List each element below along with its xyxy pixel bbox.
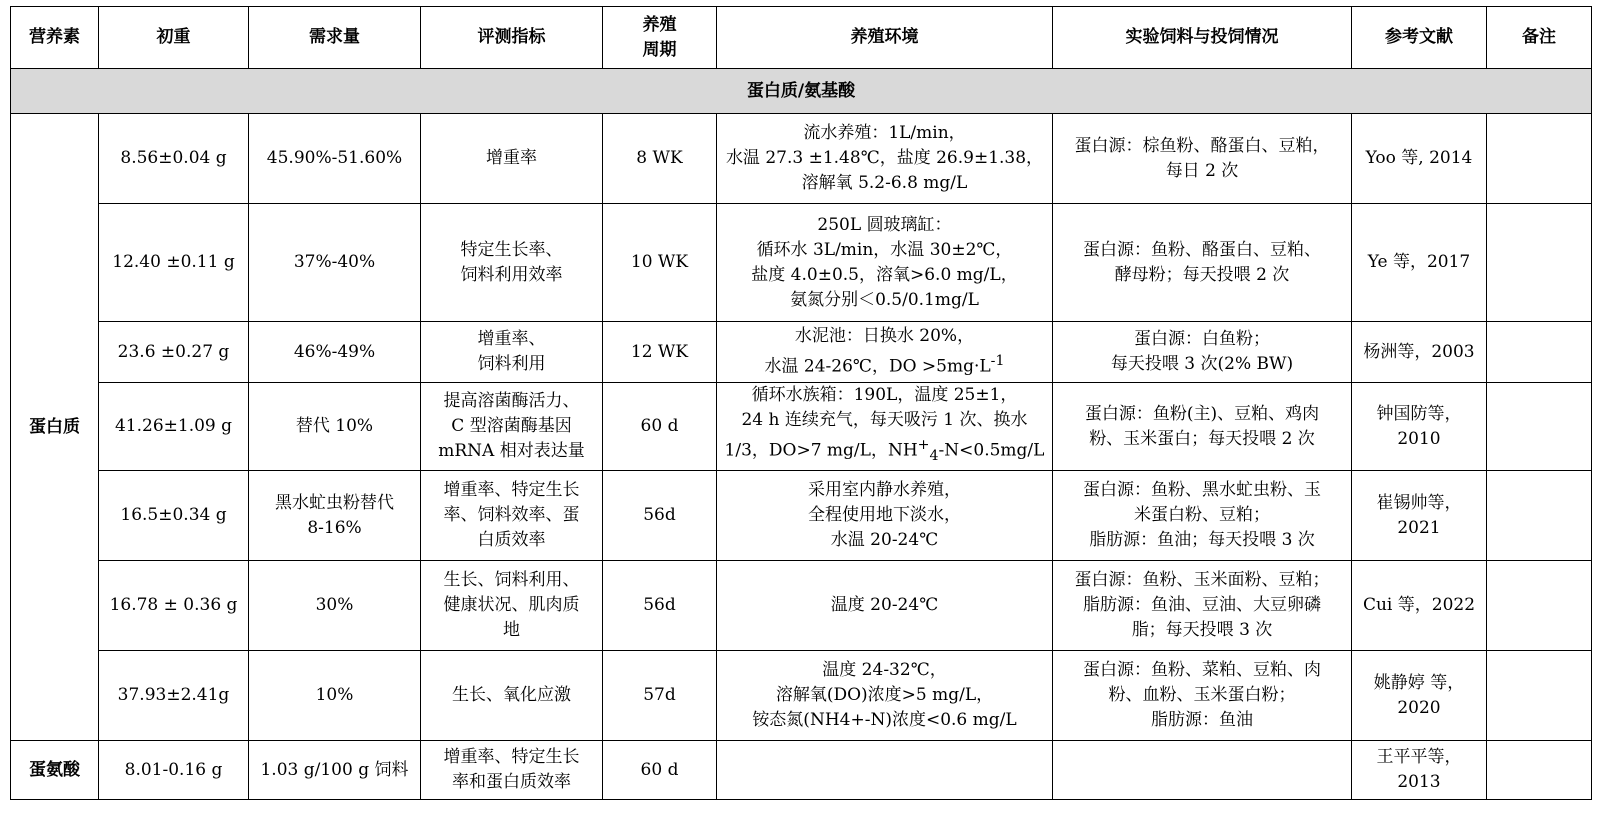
period-cell: 12 WK — [603, 322, 717, 383]
feed-cell: 蛋白源：鱼粉、玉米面粉、豆粕； 脂肪源：鱼油、豆油、大豆卵磷 脂；每天投喂 3 次 — [1053, 561, 1352, 651]
header-row — [11, 7, 1592, 69]
reference-cell: Yoo 等, 2014 — [1352, 114, 1487, 204]
notes-cell — [1487, 322, 1592, 383]
header-feed: 实验饲料与投饲情况 — [1053, 7, 1352, 69]
weight-cell: 37.93±2.41g — [99, 651, 249, 741]
requirement-cell: 10% — [249, 651, 421, 741]
period-cell: 57d — [603, 651, 717, 741]
environment-cell: 水泥池：日换水 20%， 水温 24-26℃，DO $>5mg\cdot L^{-1}$ — [717, 322, 1053, 383]
requirement-cell: 30% — [249, 561, 421, 651]
requirement-cell: 替代 10% — [249, 383, 421, 471]
environment-cell — [717, 741, 1053, 800]
table-row — [11, 322, 1592, 383]
metrics-cell: 增重率、 饲料利用 — [421, 322, 603, 383]
notes-cell — [1487, 651, 1592, 741]
header-environment: 养殖环境 — [717, 7, 1053, 69]
reference-cell: 杨洲等，2003 — [1352, 322, 1487, 383]
header-initial-weight: 初重 — [99, 7, 249, 69]
reference-cell: 钟国防等， 2010 — [1352, 383, 1487, 471]
section-title: 蛋白质/氨基酸 — [11, 69, 1592, 114]
weight-cell: 23.6 ±0.27 g — [99, 322, 249, 383]
metrics-cell: 增重率、特定生长 率和蛋白质效率 — [421, 741, 603, 800]
notes-cell — [1487, 204, 1592, 322]
environment-cell: 温度 20-24℃ — [717, 561, 1053, 651]
header-nutrient: 营养素 — [11, 7, 99, 69]
environment-cell: 采用室内静水养殖， 全程使用地下淡水， 水温 20-24℃ — [717, 471, 1053, 561]
environment-cell: 循环水族箱：190L，温度 25±1， 24 h 连续充气，每天吸污 1 次、换水 1/3，DO>7 mg/L，$NH^+_4-N<0.5mg/L$ — [717, 383, 1053, 471]
nutrient-cell: 蛋白质 — [11, 114, 99, 741]
notes-cell — [1487, 471, 1592, 561]
notes-cell — [1487, 561, 1592, 651]
environment-cell: 温度 24-32℃， 溶解氧(DO)浓度>5 mg/L， 铵态氮(NH4+-N)浓度<0.6 mg/L — [717, 651, 1053, 741]
notes-cell — [1487, 383, 1592, 471]
header-notes: 备注 — [1487, 7, 1592, 69]
requirement-cell: 45.90%-51.60% — [249, 114, 421, 204]
feed-cell: 蛋白源：鱼粉、黑水虻虫粉、玉 米蛋白粉、豆粕； 脂肪源：鱼油；每天投喂 3 次 — [1053, 471, 1352, 561]
metrics-cell: 生长、饲料利用、 健康状况、肌肉质 地 — [421, 561, 603, 651]
notes-cell — [1487, 114, 1592, 204]
header-reference: 参考文献 — [1352, 7, 1487, 69]
metrics-cell: 增重率、特定生长 率、饲料效率、蛋 白质效率 — [421, 471, 603, 561]
table-row — [11, 114, 1592, 204]
period-cell: 60 d — [603, 383, 717, 471]
metrics-cell: 提高溶菌酶活力、 C 型溶菌酶基因 mRNA 相对表达量 — [421, 383, 603, 471]
weight-cell: 41.26±1.09 g — [99, 383, 249, 471]
table-row — [11, 651, 1592, 741]
reference-cell: 王平平等， 2013 — [1352, 741, 1487, 800]
table-row — [11, 383, 1592, 471]
reference-cell: 姚静婷 等， 2020 — [1352, 651, 1487, 741]
table-row — [11, 471, 1592, 561]
feed-cell: 蛋白源：鱼粉、菜粕、豆粕、肉 粉、血粉、玉米蛋白粉； 脂肪源：鱼油 — [1053, 651, 1352, 741]
feed-cell: 蛋白源：白鱼粉； 每天投喂 3 次(2% BW) — [1053, 322, 1352, 383]
period-cell: 56d — [603, 561, 717, 651]
requirement-cell: 46%-49% — [249, 322, 421, 383]
feed-cell: 蛋白源：鱼粉(主)、豆粕、鸡肉 粉、玉米蛋白；每天投喂 2 次 — [1053, 383, 1352, 471]
nutrient-requirement-table — [10, 6, 1592, 800]
weight-cell: 8.01-0.16 g — [99, 741, 249, 800]
metrics-cell: 生长、氧化应激 — [421, 651, 603, 741]
header-requirement: 需求量 — [249, 7, 421, 69]
requirement-cell: 37%-40% — [249, 204, 421, 322]
period-cell: 56d — [603, 471, 717, 561]
feed-cell: 蛋白源：棕鱼粉、酪蛋白、豆粕， 每日 2 次 — [1053, 114, 1352, 204]
reference-cell: Cui 等，2022 — [1352, 561, 1487, 651]
weight-cell: 16.5±0.34 g — [99, 471, 249, 561]
weight-cell: 8.56±0.04 g — [99, 114, 249, 204]
weight-cell: 12.40 ±0.11 g — [99, 204, 249, 322]
reference-cell: 崔锡帅等， 2021 — [1352, 471, 1487, 561]
section-row — [11, 69, 1592, 114]
period-cell: 8 WK — [603, 114, 717, 204]
notes-cell — [1487, 741, 1592, 800]
table-row — [11, 204, 1592, 322]
feed-cell — [1053, 741, 1352, 800]
reference-cell: Ye 等，2017 — [1352, 204, 1487, 322]
period-cell: 60 d — [603, 741, 717, 800]
table-row — [11, 561, 1592, 651]
feed-cell: 蛋白源：鱼粉、酪蛋白、豆粕、 酵母粉；每天投喂 2 次 — [1053, 204, 1352, 322]
period-cell: 10 WK — [603, 204, 717, 322]
header-culture-period: 养殖 周期 — [603, 7, 717, 69]
metrics-cell: 特定生长率、 饲料利用效率 — [421, 204, 603, 322]
nutrient-cell: 蛋氨酸 — [11, 741, 99, 800]
weight-cell: 16.78 ± 0.36 g — [99, 561, 249, 651]
requirement-cell: 黑水虻虫粉替代 8-16% — [249, 471, 421, 561]
environment-cell: 流水养殖：1L/min， 水温 27.3 ±1.48℃，盐度 26.9±1.38， 溶解氧 5.2-6.8 mg/L — [717, 114, 1053, 204]
environment-cell: 250L 圆玻璃缸： 循环水 3L/min，水温 30±2℃， 盐度 4.0±0.5，溶氧>6.0 mg/L， 氨氮分别＜0.5/0.1mg/L — [717, 204, 1053, 322]
requirement-cell: 1.03 g/100 g 饲料 — [249, 741, 421, 800]
header-metrics: 评测指标 — [421, 7, 603, 69]
table-row — [11, 741, 1592, 800]
metrics-cell: 增重率 — [421, 114, 603, 204]
